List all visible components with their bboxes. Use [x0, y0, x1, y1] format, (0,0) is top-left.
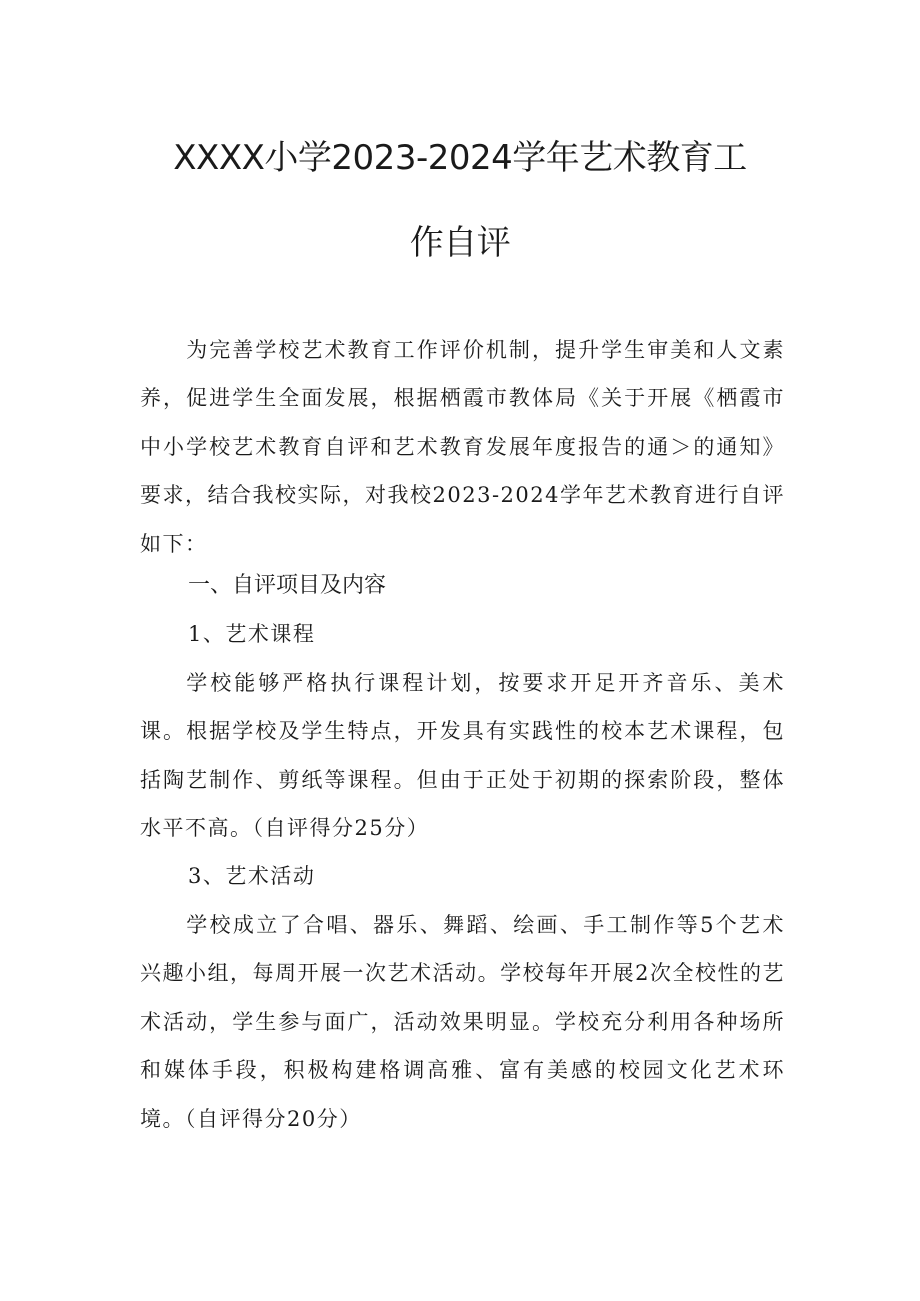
section1-heading: 一、自评项目及内容 [188, 573, 387, 598]
item3-heading: 3、艺术活动 [188, 864, 316, 888]
intro-paragraph: 为完善学校艺术教育工作评价机制，提升学生审美和人文素养，促进学生全面发展，根据栖霞市教体局《关于开展《栖霞市中小学校艺术教育自评和艺术教育发展年度报告的通＞的通知》要求，结合我校实际，对我校2023-2024学年艺术教育进行自评如下： [140, 338, 785, 556]
document-title-line2: 作自评 [409, 223, 511, 263]
item1-paragraph: 学校能够严格执行课程计划，按要求开足开齐音乐、美术课。根据学校及学生特点，开发具有实践性的校本艺术课程，包括陶艺制作、剪纸等课程。但由于正处于初期的探索阶段，整体水平不高。（自评得分25分） [140, 671, 785, 841]
document-title-line1: XXXX小学2023-2024学年艺术教育工 [173, 138, 747, 178]
item1-heading: 1、艺术课程 [188, 622, 316, 646]
item3-paragraph: 学校成立了合唱、器乐、舞蹈、绘画、手工制作等5个艺术兴趣小组，每周开展一次艺术活动。学校每年开展2次全校性的艺术活动，学生参与面广，活动效果明显。学校充分利用各种场所和媒体手段，积极构建格调高雅、富有美感的校园文化艺术环境。（自评得分20分） [140, 913, 785, 1131]
